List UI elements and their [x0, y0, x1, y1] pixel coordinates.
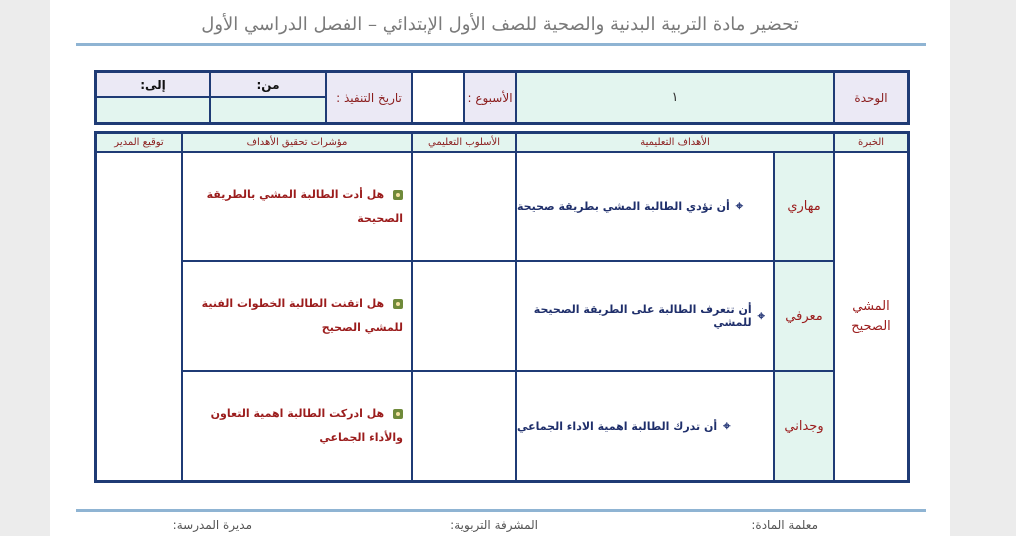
header-experience: الخبرة — [834, 133, 908, 152]
crosshair-plus-icon: ⌖ — [723, 418, 731, 434]
objective-cell: ⌖ أن تؤدي الطالبة المشي بطريقة صحيحة — [516, 152, 774, 261]
to-label: إلى: — [140, 77, 166, 92]
unit-value: ١ — [671, 90, 679, 105]
objective-cell: ⌖ أن تدرك الطالبة اهمية الاداء الجماعي — [516, 371, 774, 481]
domain-cell: وجداني — [774, 371, 834, 481]
unit-label-cell — [834, 72, 908, 123]
indicator-cell: هل ادركت الطالبة اهمية التعاون والأداء الجماعي — [182, 371, 412, 481]
from-label: من: — [256, 77, 280, 92]
indicator-cell: هل اتقنت الطالبة الخطوات الفنية للمشي الصحيح — [182, 261, 412, 371]
crosshair-plus-icon: ⌖ — [757, 308, 765, 324]
to-label-cell — [96, 72, 210, 97]
footer-divider — [76, 509, 926, 512]
experience-value: المشي الصحيح — [851, 298, 891, 334]
indicator-cell: هل أدت الطالبة المشي بالطريقة الصحيحة — [182, 152, 412, 261]
header-divider — [76, 43, 926, 46]
header-method: الأسلوب التعليمي — [412, 133, 516, 152]
teacher-signature-label: معلمة المادة: — [751, 518, 818, 532]
objective-cell: ⌖ أن تتعرف الطالبة على الطريقة الصحيحة للمشي — [516, 261, 774, 371]
unit-value-cell — [516, 72, 834, 123]
from-value-cell — [210, 97, 326, 123]
supervisor-signature-label: المشرفة التربوية: — [450, 518, 538, 532]
unit-label: الوحدة — [854, 90, 888, 105]
page-title: تحضير مادة التربية البدنية والصحية للصف الأول الإبتدائي – الفصل الدراسي الأول — [201, 14, 799, 35]
principal-signature-cell — [96, 152, 182, 481]
execution-date-cell — [326, 72, 412, 123]
to-value-cell — [96, 97, 210, 123]
header-indicators: مؤشرات تحقيق الأهداف — [182, 133, 412, 152]
crosshair-plus-icon: ⌖ — [735, 199, 744, 214]
method-cell — [412, 371, 516, 481]
from-label-cell — [210, 72, 326, 97]
header-objectives: الأهداف التعليمية — [516, 133, 834, 152]
flower-bullet-icon — [393, 190, 403, 200]
method-cell — [412, 261, 516, 371]
principal-signature-label: مديرة المدرسة: — [172, 518, 252, 532]
experience-cell — [834, 152, 908, 481]
domain-cell: مهاري — [774, 152, 834, 261]
week-label: الأسبوع : — [467, 90, 513, 105]
week-value-cell — [412, 72, 464, 123]
flower-bullet-icon — [393, 299, 403, 309]
week-label-cell — [464, 72, 516, 123]
method-cell — [412, 152, 516, 261]
domain-cell: معرفي — [774, 261, 834, 371]
flower-bullet-icon — [393, 409, 403, 419]
lesson-plan-table — [94, 131, 910, 483]
document-page — [50, 0, 950, 536]
unit-info-table — [94, 70, 910, 125]
header-principal-signature: توقيع المدير — [96, 133, 182, 152]
execution-date-label: تاريخ التنفيذ : — [336, 90, 402, 105]
